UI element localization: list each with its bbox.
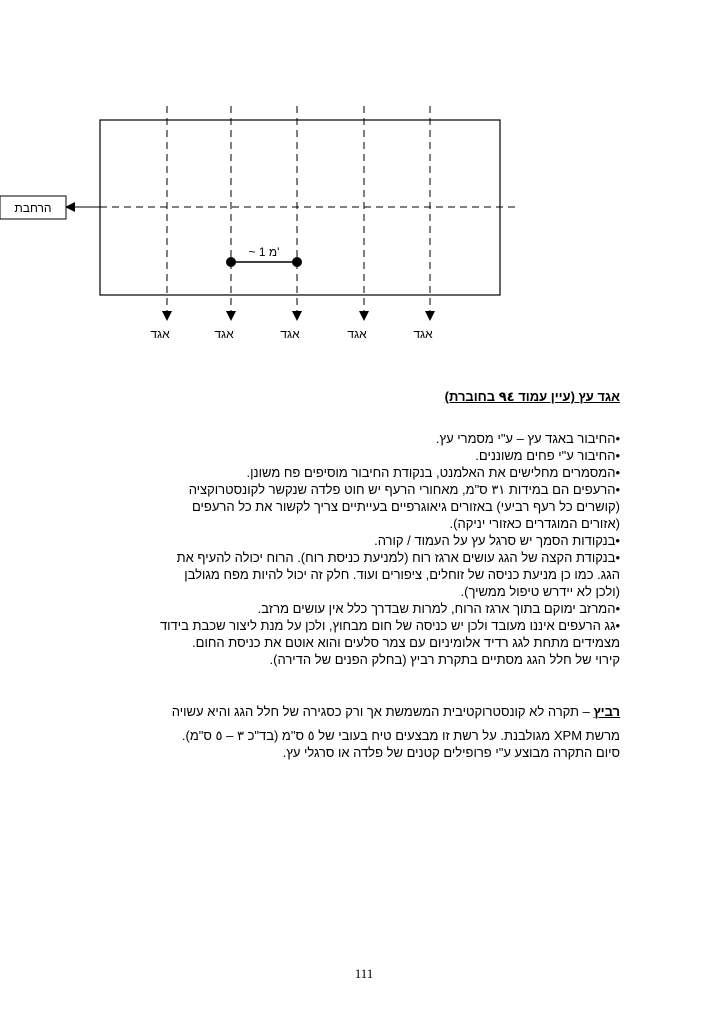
page-number: 111 [354, 966, 374, 981]
bullet-line-3: •המסמרים מחלישים את האלמנט, בנקודת החיבור מוסיפים פח משונן. [246, 465, 620, 480]
beam-label: הרחבת [14, 201, 52, 215]
bullet-line-1: •החיבור באגד עץ – ע"י מסמרי עץ. [435, 431, 620, 446]
span-label: ~ 1 מ' [248, 245, 280, 259]
bullet-line-9: הגג. כמו כן מניעת כניסה של זוחלים, ציפורים ועוד. חלק זה יכול להיות מפח מגולבן [184, 567, 620, 582]
bullet-line-14: קירוי של חלל הגג מסתיים בתקרת רביץ (בחלק הפנים של הדירה). [269, 652, 620, 667]
bullet-line-6: (אזורים המוגדרים כאזורי יניקה). [449, 516, 620, 531]
bullet-line-10: (ולכן לא יידרש טיפול ממשיך). [460, 584, 620, 599]
raviz-definition: – תקרה לא קונסטרוקטיבית המשמשת אך ורק כסגירה של חלל הגג והיא עשויה [171, 704, 594, 719]
bullet-line-2: •החיבור ע"י פחים משוננים. [475, 448, 620, 463]
section-title: אגד עץ (עיין עמוד ٩٤ בחוברת) [444, 389, 620, 404]
bottom-label-4: אגד [347, 327, 367, 341]
bullet-line-12: •גג הרעפים איננו מעובד ולכן יש כניסה של חום מבחוץ, ולכן על מנת ליצור שכבת בידוד [159, 618, 620, 633]
bottom-label-1: אגד [150, 327, 170, 341]
bottom-label-5: אגד [413, 327, 433, 341]
bullet-line-13: מצמידים מתחת לגג רדיד אלומיניום עם צמר סלעים והוא אוטם את כניסת החום. [192, 635, 620, 650]
bullet-line-8: •בנקודת הקצה של הגג עושים ארגז רוח (למניעת כניסת רוח). הרוח יכולה להעיף את [176, 550, 620, 565]
roof-plan-diagram [0, 0, 728, 345]
bullet-line-7: •בנקודות הסמך יש סרגל עץ על העמוד / קורה. [374, 533, 620, 548]
span-dot-right [292, 257, 302, 267]
raviz-line-3: סיום התקרה מבוצע ע"י פרופילים קטנים של פלדה או סרגלי עץ. [282, 745, 620, 760]
raviz-line-2: מרשת XPM מגולבנת. על רשת זו מבצעים טיח בעובי של ٥ ס"מ (בד"כ ٣ – ٥ ס"מ). [181, 728, 620, 743]
raviz-line-1 [172, 703, 620, 721]
bottom-label-3: אגד [280, 327, 300, 341]
bottom-label-2: אגד [214, 327, 234, 341]
raviz-term: רביץ [593, 704, 620, 719]
bullet-line-5: (קושרים כל רעף רביעי) באזורים גיאוגרפיים בעייתיים צריך לקשור את כל הרעפים [191, 499, 620, 514]
bullet-line-4: •הרעפים הם במידות ٣١ ס"מ, מאחורי הרעף יש חוט פלדה שנקשר לקונסטרוקציה [188, 482, 620, 497]
bullet-line-11: •המרזב ימוקם בתוך ארגז הרוח, למרות שבדרך כלל אין עושים מרזב. [257, 601, 620, 616]
span-dot-left [226, 257, 236, 267]
